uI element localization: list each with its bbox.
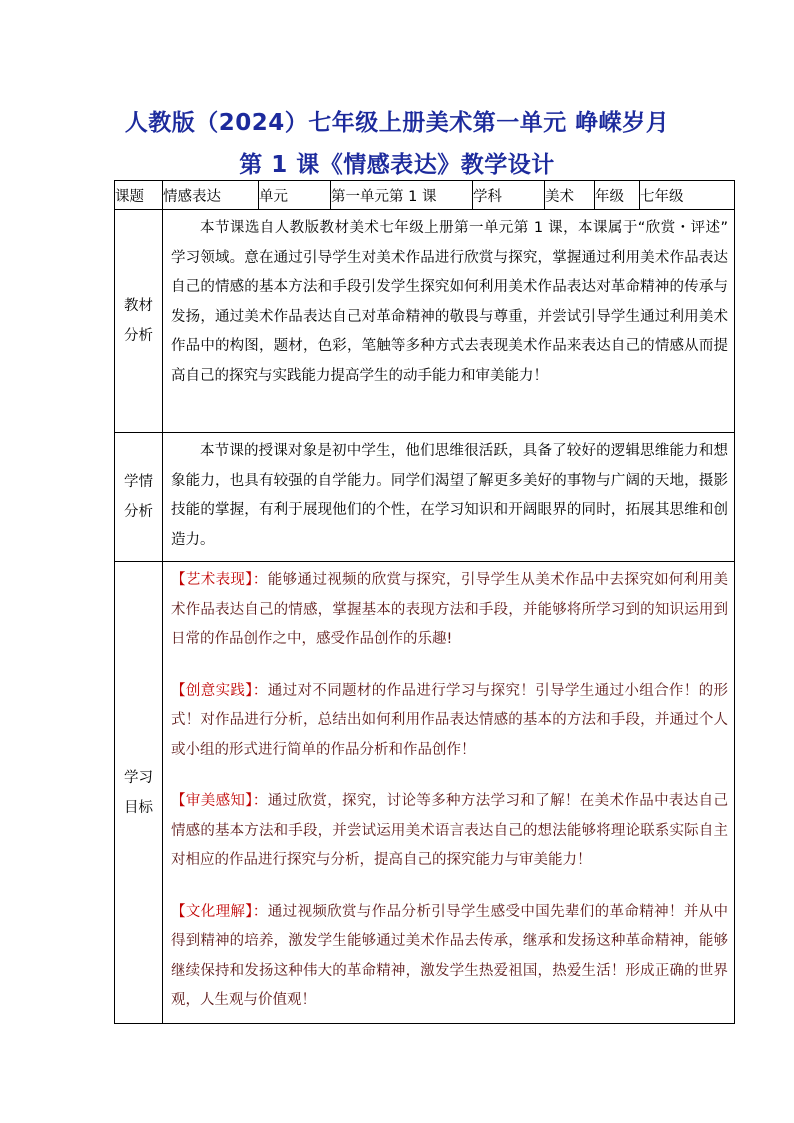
student-analysis-label-line2: 分析 [124,504,153,520]
material-analysis-label [115,210,163,433]
learning-goals-label [115,562,163,1024]
lesson-label: 课题 [115,181,163,210]
goal-creative-practice [171,677,728,766]
grade-value: 七年级 [640,181,735,210]
subject-value: 美术 [545,181,595,210]
material-analysis-label-line2: 分析 [124,328,153,344]
material-analysis-label-line1: 教材 [124,298,153,314]
document-title-line2: 第 1 课《情感表达》教学设计 [239,152,555,178]
student-analysis-row [115,433,735,562]
material-analysis-cell [163,210,735,433]
material-analysis-text: 本节课选自人教版教材美术七年级上册第一单元第 1 课，本课属于“欣赏・评述” 学习领域。意在通过引导学生对美术作品进行欣赏与探究，掌握通过利用美术作品表达自己的情感的基本方法和手段引发学生探究如何利用美术作品表达对革命精神的传承与发扬，通过美术作品表达自己对革命精神的敬畏与尊重，并尝试引导学生通过利用美术作品中的构图，题材，色彩，笔触等多种方式去表现美术作品来表达自己的情感从而提高自己的探究与实践能力提高学生的动手能力和审美能力！ [171,220,728,384]
learning-goals-row [115,562,735,1024]
goal-text: 通过视频欣赏与作品分析引导学生感受中国先辈们的革命精神！并从中得到精神的培养，激发学生能够通过美术作品去传承，继承和发扬这种革命精神，能够继续保持和发扬这种伟大的革命精神，激发学生热爱祖国，热爱生活！形成正确的世界观，人生观与价值观！ [171,903,729,1008]
goal-tag: 【文化理解】： [171,903,268,920]
learning-goals-label-line2: 目标 [124,799,153,816]
goal-text: 通过对不同题材的作品进行学习与探究！引导学生通过小组合作！的形式！对作品进行分析，总结出如何利用作品表达情感的基本的方法和手段，并通过个人或小组的形式进行简单的作品分析和作品创作！ [171,682,729,758]
document-title-line1: 人教版（2024）七年级上册美术第一单元 峥嵘岁月 [124,110,670,136]
learning-goals-label-line1: 学习 [124,769,153,786]
unit-label: 单元 [259,181,331,210]
subject-label: 学科 [473,181,545,210]
student-analysis-label [115,433,163,562]
student-analysis-text: 本节课的授课对象是初中学生，他们思维很活跃，具备了较好的逻辑思维能力和想象能力，也具有较强的自学能力。同学们渴望了解更多美好的事物与广阔的天地，摄影技能的掌握，有利于展现他们的个性，在学习知识和开阔眼界的同时，拓展其思维和创造力。 [171,443,728,548]
student-analysis-cell [163,433,735,562]
goal-art-expression [171,566,728,655]
goal-tag: 【创意实践】： [171,682,268,699]
goal-aesthetic-perception [171,787,728,876]
grade-label: 年级 [595,181,640,210]
learning-goals-cell [163,562,735,1024]
unit-value: 第一单元第 1 课 [331,181,473,210]
goal-tag: 【审美感知】： [171,793,268,809]
lesson-name: 情感表达 [163,181,259,210]
student-analysis-label-line1: 学情 [124,474,153,490]
header-row [115,181,735,210]
goal-text: 能够通过视频的欣赏与探究，引导学生从美术作品中去探究如何利用美术作品表达自己的情感，掌握基本的表现方法和手段，并能够将所学习到的知识运用到日常的作品创作之中，感受作品创作的乐趣! [171,572,729,647]
material-analysis-row [115,210,735,433]
lesson-plan-table [114,180,735,1024]
goal-tag: 【艺术表现】： [171,572,268,588]
goal-cultural-understanding [171,898,728,1016]
goal-text: 通过欣赏，探究，讨论等多种方法学习和了解！在美术作品中表达自己情感的基本方法和手段，并尝试运用美术语言表达自己的想法能够将理论联系实际自主对相应的作品进行探究与分析，提高自己的探究能力与审美能力！ [171,793,729,868]
